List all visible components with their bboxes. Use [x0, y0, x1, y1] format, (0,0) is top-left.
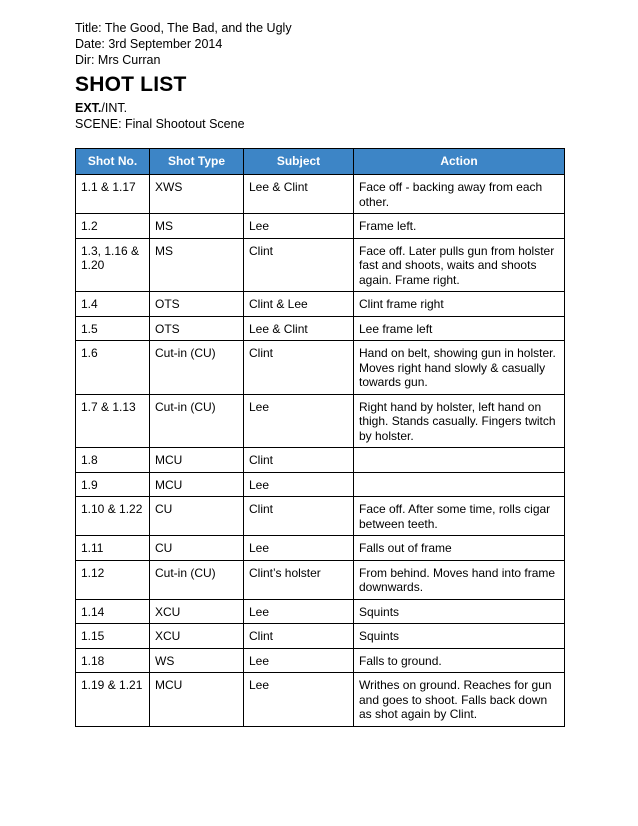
cell-action: From behind. Moves hand into frame downwards. — [354, 560, 565, 599]
cell-action: Hand on belt, showing gun in holster. Moves right hand slowly & casually towards gun. — [354, 341, 565, 395]
cell-shot-type: CU — [150, 497, 244, 536]
table-row — [76, 316, 565, 341]
location-line — [75, 100, 245, 116]
cell-action: Frame left. — [354, 214, 565, 239]
cell-subject: Clint’s holster — [244, 560, 354, 599]
table-row — [76, 560, 565, 599]
cell-shot-type: MCU — [150, 472, 244, 497]
table-header-row — [76, 149, 565, 175]
cell-shot-no: 1.10 & 1.22 — [76, 497, 150, 536]
cell-action — [354, 448, 565, 473]
table-row — [76, 341, 565, 395]
cell-subject: Clint — [244, 341, 354, 395]
cell-shot-type: CU — [150, 536, 244, 561]
cell-action: Face off - backing away from each other. — [354, 175, 565, 214]
cell-shot-type: XCU — [150, 599, 244, 624]
cell-action: Lee frame left — [354, 316, 565, 341]
meta-date: Date: 3rd September 2014 — [75, 37, 223, 51]
column-header-subject: Subject — [244, 149, 354, 175]
location-bold: EXT. — [75, 101, 102, 115]
cell-shot-type: XCU — [150, 624, 244, 649]
table-row — [76, 673, 565, 727]
cell-action: Right hand by holster, left hand on thigh. Stands casually. Fingers twitch by holster. — [354, 394, 565, 448]
cell-subject: Lee — [244, 599, 354, 624]
page-title: SHOT LIST — [75, 73, 187, 96]
scene-line: SCENE: Final Shootout Scene — [75, 117, 245, 131]
cell-shot-no: 1.3, 1.16 & 1.20 — [76, 238, 150, 292]
cell-shot-no: 1.19 & 1.21 — [76, 673, 150, 727]
cell-shot-type: Cut-in (CU) — [150, 560, 244, 599]
cell-subject: Clint & Lee — [244, 292, 354, 317]
cell-shot-no: 1.6 — [76, 341, 150, 395]
cell-subject: Lee — [244, 536, 354, 561]
cell-action: Face off. After some time, rolls cigar between teeth. — [354, 497, 565, 536]
cell-action: Falls out of frame — [354, 536, 565, 561]
cell-subject: Lee — [244, 214, 354, 239]
table-row — [76, 238, 565, 292]
cell-shot-type: MCU — [150, 673, 244, 727]
cell-shot-no: 1.5 — [76, 316, 150, 341]
cell-shot-no: 1.18 — [76, 648, 150, 673]
cell-shot-type: Cut-in (CU) — [150, 341, 244, 395]
table-row — [76, 472, 565, 497]
cell-action: Face off. Later pulls gun from holster fast and shoots, waits and shoots again. Frame right. — [354, 238, 565, 292]
column-header-shot-no: Shot No. — [76, 149, 150, 175]
table-row — [76, 175, 565, 214]
meta-title: Title: The Good, The Bad, and the Ugly — [75, 21, 292, 35]
cell-action: Clint frame right — [354, 292, 565, 317]
cell-subject: Lee — [244, 394, 354, 448]
cell-subject: Clint — [244, 497, 354, 536]
cell-shot-type: XWS — [150, 175, 244, 214]
cell-shot-no: 1.4 — [76, 292, 150, 317]
cell-shot-type: Cut-in (CU) — [150, 394, 244, 448]
cell-shot-no: 1.1 & 1.17 — [76, 175, 150, 214]
table-body — [76, 175, 565, 727]
shot-list-table — [75, 148, 565, 727]
table-row — [76, 599, 565, 624]
table-row — [76, 448, 565, 473]
table-row — [76, 648, 565, 673]
cell-shot-type: OTS — [150, 316, 244, 341]
table-row — [76, 624, 565, 649]
table-row — [76, 536, 565, 561]
cell-subject: Lee — [244, 673, 354, 727]
cell-shot-no: 1.8 — [76, 448, 150, 473]
cell-subject: Lee — [244, 472, 354, 497]
table-row — [76, 394, 565, 448]
cell-action: Squints — [354, 624, 565, 649]
table-row — [76, 497, 565, 536]
cell-subject: Clint — [244, 448, 354, 473]
cell-shot-type: MS — [150, 238, 244, 292]
cell-action: Falls to ground. — [354, 648, 565, 673]
location-rest: /INT. — [101, 101, 128, 115]
cell-subject: Lee — [244, 648, 354, 673]
cell-shot-type: OTS — [150, 292, 244, 317]
cell-subject: Lee & Clint — [244, 316, 354, 341]
cell-action: Writhes on ground. Reaches for gun and goes to shoot. Falls back down as shot again by Clint. — [354, 673, 565, 727]
cell-shot-no: 1.12 — [76, 560, 150, 599]
cell-subject: Clint — [244, 624, 354, 649]
cell-shot-no: 1.11 — [76, 536, 150, 561]
document-meta — [75, 20, 292, 68]
cell-shot-type: MCU — [150, 448, 244, 473]
cell-shot-no: 1.2 — [76, 214, 150, 239]
table-row — [76, 292, 565, 317]
cell-shot-no: 1.7 & 1.13 — [76, 394, 150, 448]
cell-action — [354, 472, 565, 497]
column-header-action: Action — [354, 149, 565, 175]
cell-subject: Lee & Clint — [244, 175, 354, 214]
cell-shot-no: 1.9 — [76, 472, 150, 497]
meta-director: Dir: Mrs Curran — [75, 53, 161, 67]
cell-subject: Clint — [244, 238, 354, 292]
cell-shot-type: WS — [150, 648, 244, 673]
cell-action: Squints — [354, 599, 565, 624]
cell-shot-no: 1.14 — [76, 599, 150, 624]
column-header-shot-type: Shot Type — [150, 149, 244, 175]
cell-shot-no: 1.15 — [76, 624, 150, 649]
table-row — [76, 214, 565, 239]
cell-shot-type: MS — [150, 214, 244, 239]
scene-info — [75, 100, 245, 132]
